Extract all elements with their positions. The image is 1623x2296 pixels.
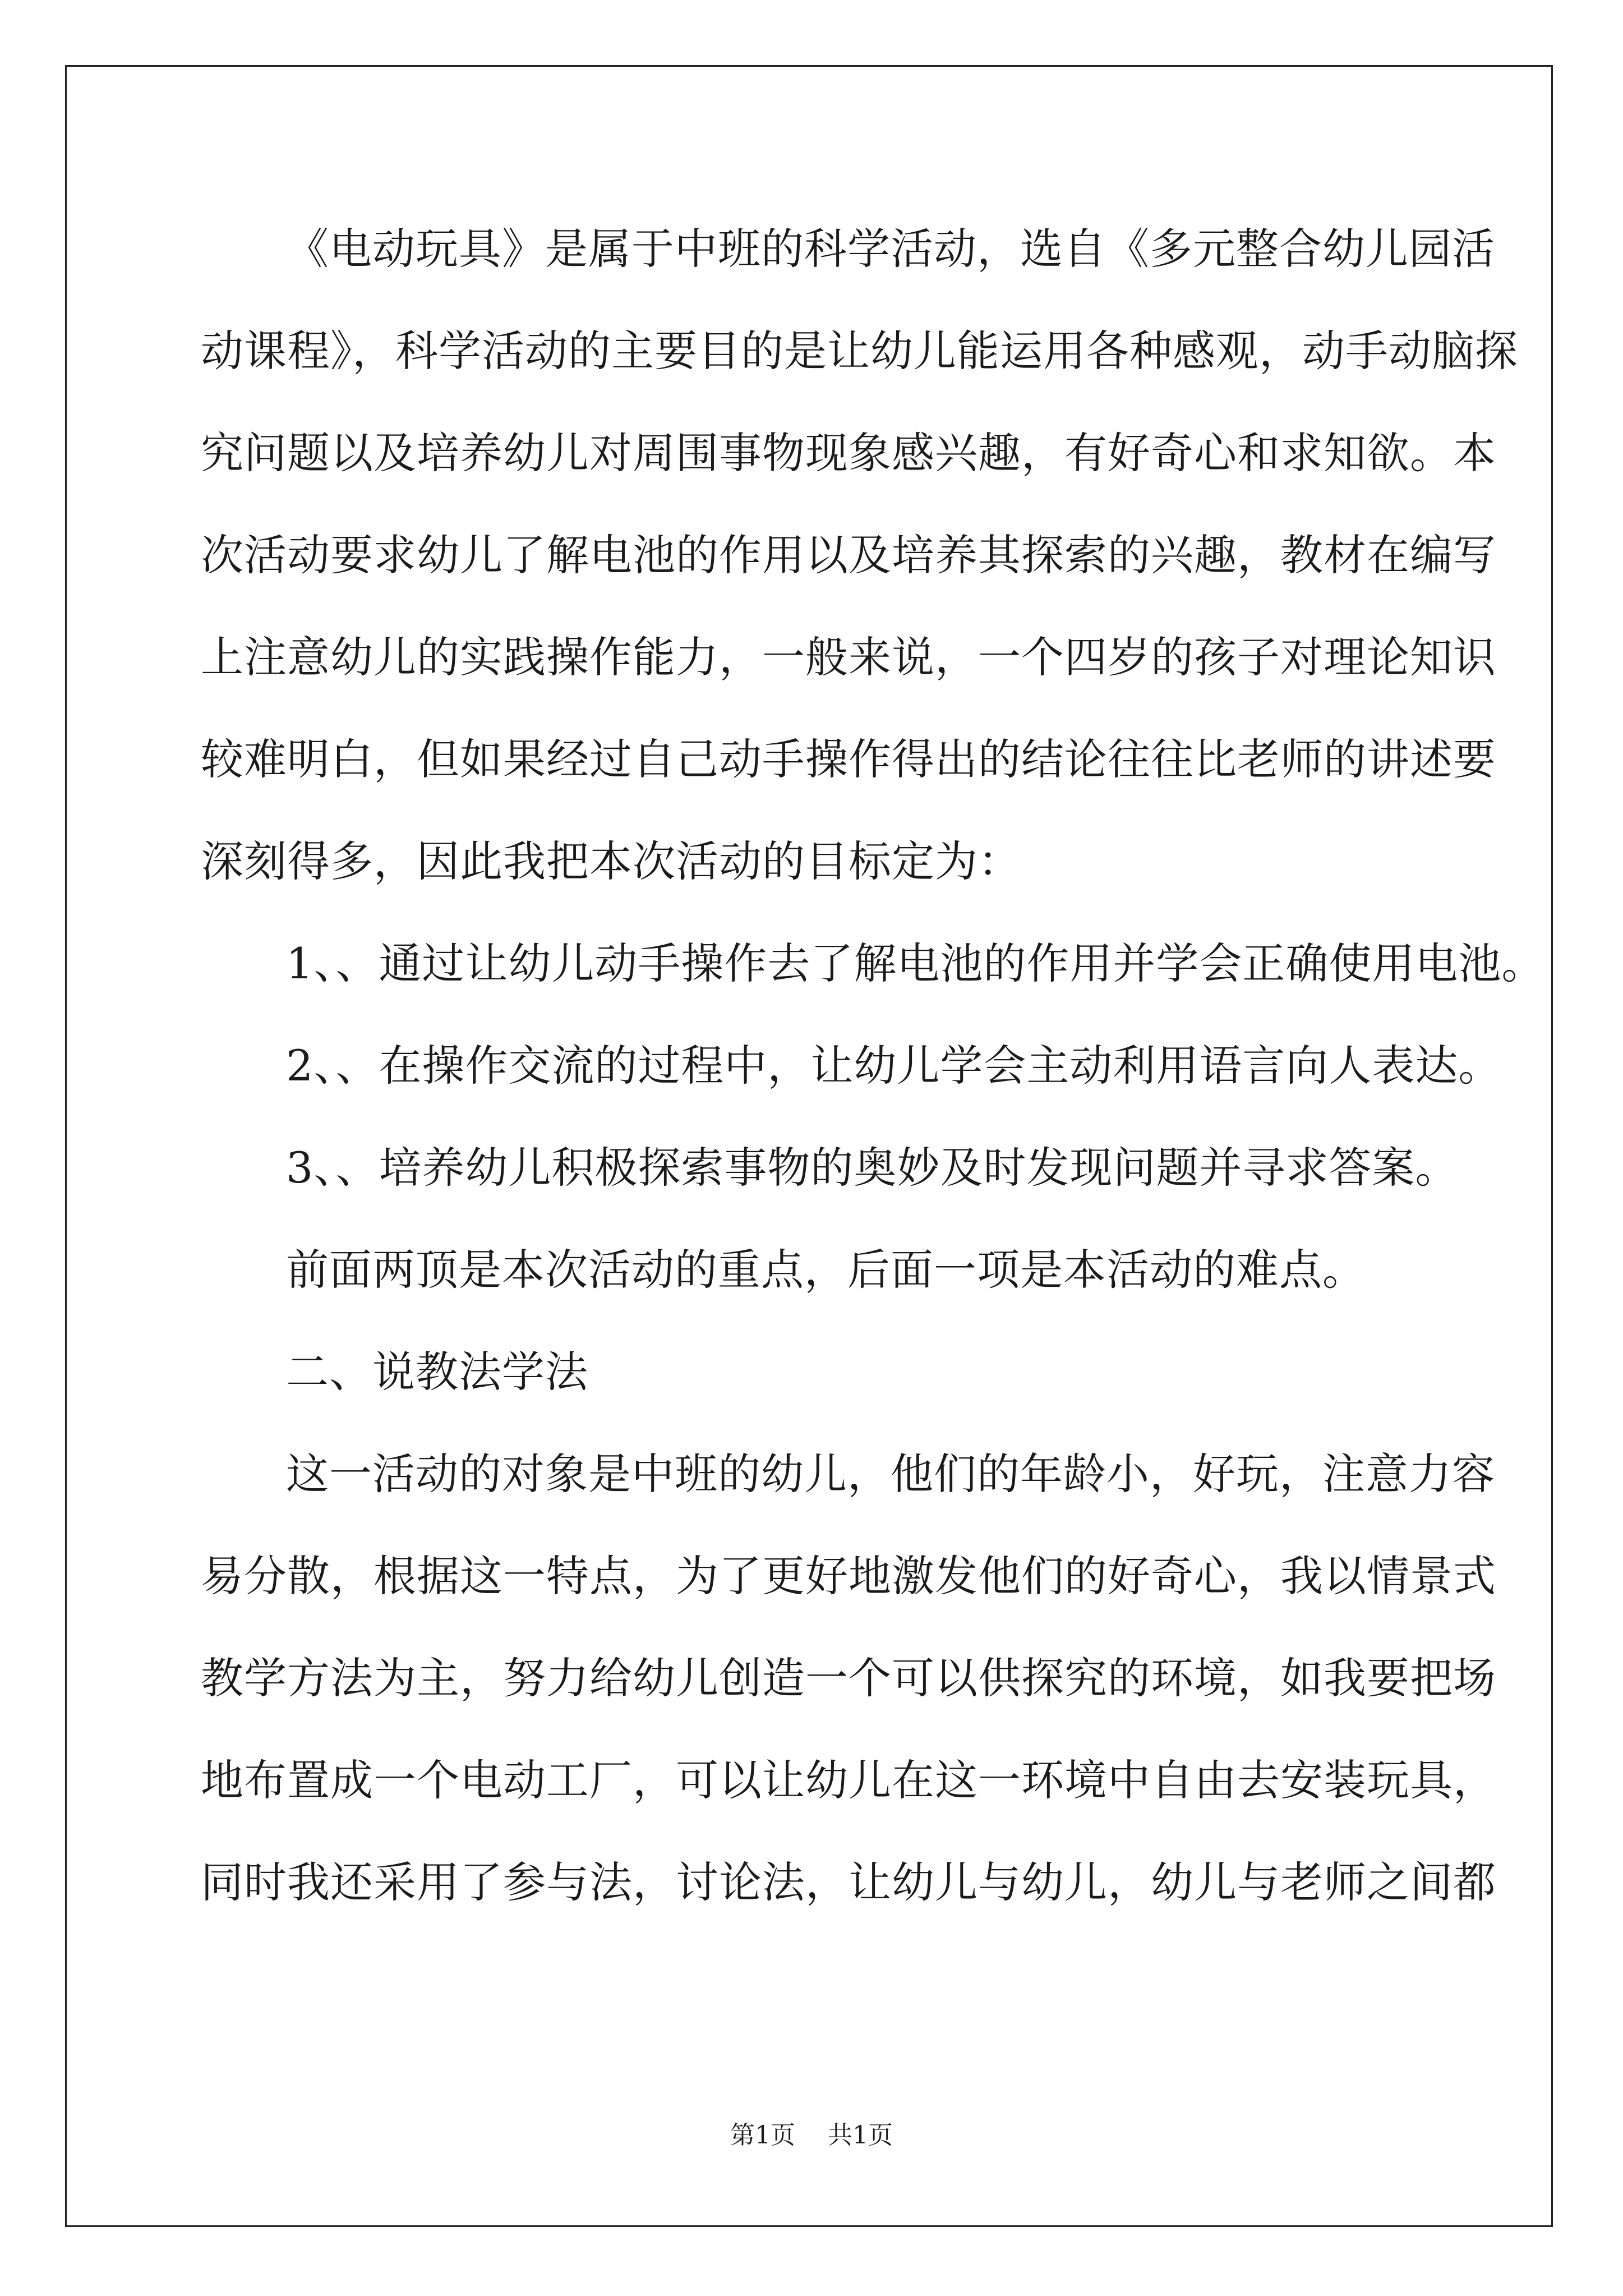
list-item-goal-2: 2、、在操作交流的过程中，让幼儿学会主动利用语言向人表达。 (286, 1041, 1502, 1091)
page-footer (0, 2115, 1623, 2151)
text-line: 动课程》，科学活动的主要目的是让幼儿能运用各种感观，动手动脑探 (201, 326, 1518, 376)
section-heading: 二、说教法学法 (286, 1347, 588, 1397)
page-number: 第1页 (730, 2121, 795, 2150)
text-line: 究问题以及培养幼儿对周围事物现象感兴趣，有好奇心和求知欲。本 (201, 428, 1496, 478)
document-body (201, 215, 1545, 1951)
text-line: 《电动玩具》是属于中班的科学活动，选自《多元整合幼儿园活 (286, 224, 1495, 274)
text-line: 这一活动的对象是中班的幼儿，他们的年龄小，好玩，注意力容 (286, 1449, 1495, 1499)
list-item-goal-1: 1、、通过让幼儿动手操作去了解电池的作用并学会正确使用电池。 (286, 938, 1545, 988)
text-line: 上注意幼儿的实践操作能力，一般来说，一个四岁的孩子对理论知识 (201, 632, 1496, 682)
text-line: 较难明白，但如果经过自己动手操作得出的结论往往比老师的讲述要 (201, 734, 1496, 784)
page-total: 共1页 (828, 2121, 893, 2150)
text-line: 教学方法为主，努力给幼儿创造一个可以供探究的环境，如我要把场 (201, 1653, 1496, 1703)
text-line: 地布置成一个电动工厂，可以让幼儿在这一环境中自由去安装玩具， (201, 1755, 1496, 1805)
text-line: 易分散，根据这一特点，为了更好地激发他们的好奇心，我以情景式 (201, 1551, 1496, 1601)
text-line: 前面两顶是本次活动的重点，后面一项是本活动的难点。 (286, 1245, 1366, 1295)
text-line: 同时我还采用了参与法，讨论法，让幼儿与幼儿，幼儿与老师之间都 (201, 1857, 1496, 1907)
text-line: 深刻得多，因此我把本次活动的目标定为： (201, 836, 1021, 886)
list-item-goal-3: 3、、培养幼儿积极探索事物的奥妙及时发现问题并寻求答案。 (286, 1143, 1459, 1193)
text-line: 次活动要求幼儿了解电池的作用以及培养其探索的兴趣，教材在编写 (201, 530, 1496, 580)
